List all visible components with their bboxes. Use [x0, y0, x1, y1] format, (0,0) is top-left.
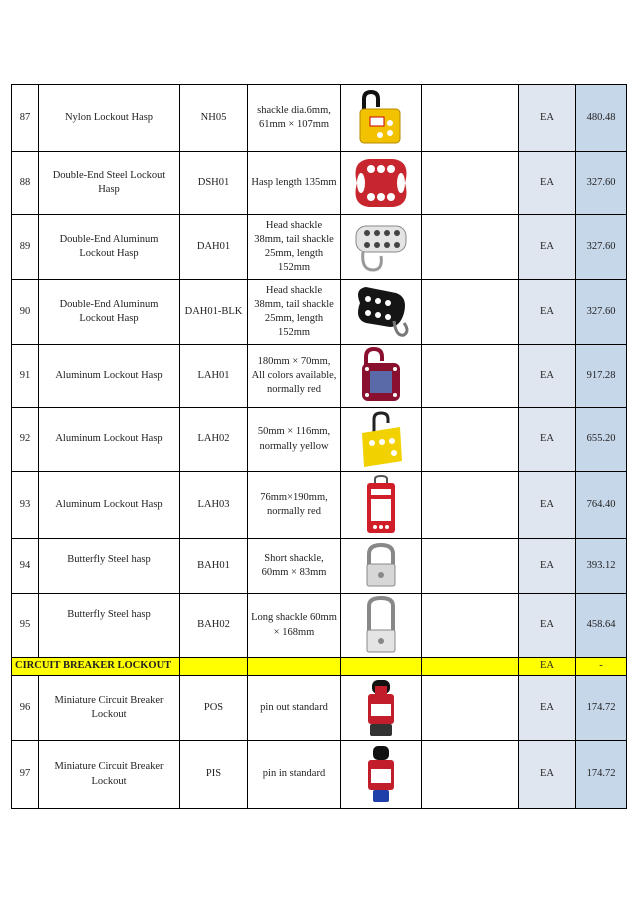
product-code: DSH01 [180, 152, 248, 215]
butterfly-hasp-short-image [361, 542, 401, 590]
product-code: NH05 [180, 85, 248, 152]
price: 655.20 [576, 408, 627, 472]
price: 174.72 [576, 741, 627, 809]
product-spec: 180mm × 70mm, All colors available, normally red [248, 345, 341, 408]
item-number: 95 [12, 594, 39, 658]
section-header-row [12, 658, 627, 676]
price: 458.64 [576, 594, 627, 658]
unit: EA [519, 539, 576, 594]
breaker-lockout-pin-in-image [361, 744, 401, 806]
unit: EA [519, 215, 576, 280]
butterfly-hasp-long-image [361, 596, 401, 656]
table-row [12, 85, 627, 152]
table-row [12, 280, 627, 345]
product-code: LAH01 [180, 345, 248, 408]
product-spec: 76mm×190mm, normally red [248, 472, 341, 539]
empty-cell [422, 280, 519, 345]
price: 480.48 [576, 85, 627, 152]
empty-cell [341, 658, 422, 676]
unit: EA [519, 85, 576, 152]
item-number: 94 [12, 539, 39, 594]
unit: EA [519, 472, 576, 539]
double-end-steel-hasp-image [349, 155, 413, 211]
product-spec: pin out standard [248, 676, 341, 741]
product-code: BAH01 [180, 539, 248, 594]
price: 764.40 [576, 472, 627, 539]
section-title: CIRCUIT BREAKER LOCKOUT [12, 658, 180, 676]
product-code: LAH03 [180, 472, 248, 539]
product-spec: pin in standard [248, 741, 341, 809]
product-spec: Short shackle, 60mm × 83mm [248, 539, 341, 594]
product-spec: 50mm × 116mm, normally yellow [248, 408, 341, 472]
item-number: 93 [12, 472, 39, 539]
price: 917.28 [576, 345, 627, 408]
aluminum-hasp-tag-image [361, 475, 401, 535]
product-image-cell [341, 472, 422, 539]
product-code: POS [180, 676, 248, 741]
empty-cell [422, 215, 519, 280]
product-spec: Head shackle 38mm, tail shackle 25mm, length 152mm [248, 280, 341, 345]
aluminum-hasp-black-image [350, 283, 412, 341]
table-row [12, 472, 627, 539]
product-image-cell [341, 280, 422, 345]
price: - [576, 658, 627, 676]
empty-cell [422, 539, 519, 594]
empty-cell [180, 658, 248, 676]
breaker-lockout-pin-out-image [361, 678, 401, 738]
price: 174.72 [576, 676, 627, 741]
item-number: 90 [12, 280, 39, 345]
product-image-cell [341, 345, 422, 408]
product-code: BAH02 [180, 594, 248, 658]
unit: EA [519, 152, 576, 215]
product-image-cell [341, 539, 422, 594]
product-spec: Head shackle 38mm, tail shackle 25mm, length 152mm [248, 215, 341, 280]
empty-cell [422, 152, 519, 215]
empty-cell [422, 594, 519, 658]
product-image-cell [341, 215, 422, 280]
product-code: DAH01 [180, 215, 248, 280]
item-number: 89 [12, 215, 39, 280]
table-row [12, 152, 627, 215]
empty-cell [422, 676, 519, 741]
product-spec: Hasp length 135mm [248, 152, 341, 215]
product-image-cell [341, 408, 422, 472]
price: 393.12 [576, 539, 627, 594]
empty-cell [422, 472, 519, 539]
item-number: 88 [12, 152, 39, 215]
nylon-hasp-image [356, 89, 406, 147]
table-row [12, 741, 627, 809]
product-spec: Long shackle 60mm × 168mm [248, 594, 341, 658]
product-name: Double-End Steel Lockout Hasp [39, 152, 180, 215]
empty-cell [422, 345, 519, 408]
table-row [12, 594, 627, 658]
product-name: Butterfly Steel hasp [39, 594, 180, 658]
product-name: Double-End Aluminum Lockout Hasp [39, 280, 180, 345]
item-number: 91 [12, 345, 39, 408]
aluminum-hasp-yellow-image [356, 411, 406, 469]
empty-cell [422, 408, 519, 472]
unit: EA [519, 345, 576, 408]
aluminum-hasp-white-image [351, 218, 411, 276]
table-row [12, 345, 627, 408]
item-number: 96 [12, 676, 39, 741]
unit: EA [519, 594, 576, 658]
product-name: Butterfly Steel hasp [39, 539, 180, 594]
item-number: 87 [12, 85, 39, 152]
table-row [12, 676, 627, 741]
price-list-table [11, 84, 627, 809]
table-row [12, 215, 627, 280]
unit: EA [519, 658, 576, 676]
unit: EA [519, 408, 576, 472]
product-name: Nylon Lockout Hasp [39, 85, 180, 152]
product-code: PIS [180, 741, 248, 809]
product-name: Double-End Aluminum Lockout Hasp [39, 215, 180, 280]
empty-cell [248, 658, 341, 676]
price: 327.60 [576, 152, 627, 215]
product-image-cell [341, 152, 422, 215]
product-code: DAH01-BLK [180, 280, 248, 345]
product-name: Miniature Circuit Breaker Lockout [39, 741, 180, 809]
product-name: Miniature Circuit Breaker Lockout [39, 676, 180, 741]
unit: EA [519, 280, 576, 345]
item-number: 92 [12, 408, 39, 472]
product-name: Aluminum Lockout Hasp [39, 345, 180, 408]
price: 327.60 [576, 215, 627, 280]
empty-cell [422, 741, 519, 809]
table-row [12, 408, 627, 472]
product-name: Aluminum Lockout Hasp [39, 472, 180, 539]
empty-cell [422, 658, 519, 676]
aluminum-hasp-red-image [358, 347, 404, 405]
product-image-cell [341, 676, 422, 741]
item-number: 97 [12, 741, 39, 809]
unit: EA [519, 676, 576, 741]
product-image-cell [341, 741, 422, 809]
table-row [12, 539, 627, 594]
product-spec: shackle dia.6mm, 61mm × 107mm [248, 85, 341, 152]
product-image-cell [341, 85, 422, 152]
price: 327.60 [576, 280, 627, 345]
product-name: Aluminum Lockout Hasp [39, 408, 180, 472]
empty-cell [422, 85, 519, 152]
product-code: LAH02 [180, 408, 248, 472]
product-image-cell [341, 594, 422, 658]
unit: EA [519, 741, 576, 809]
